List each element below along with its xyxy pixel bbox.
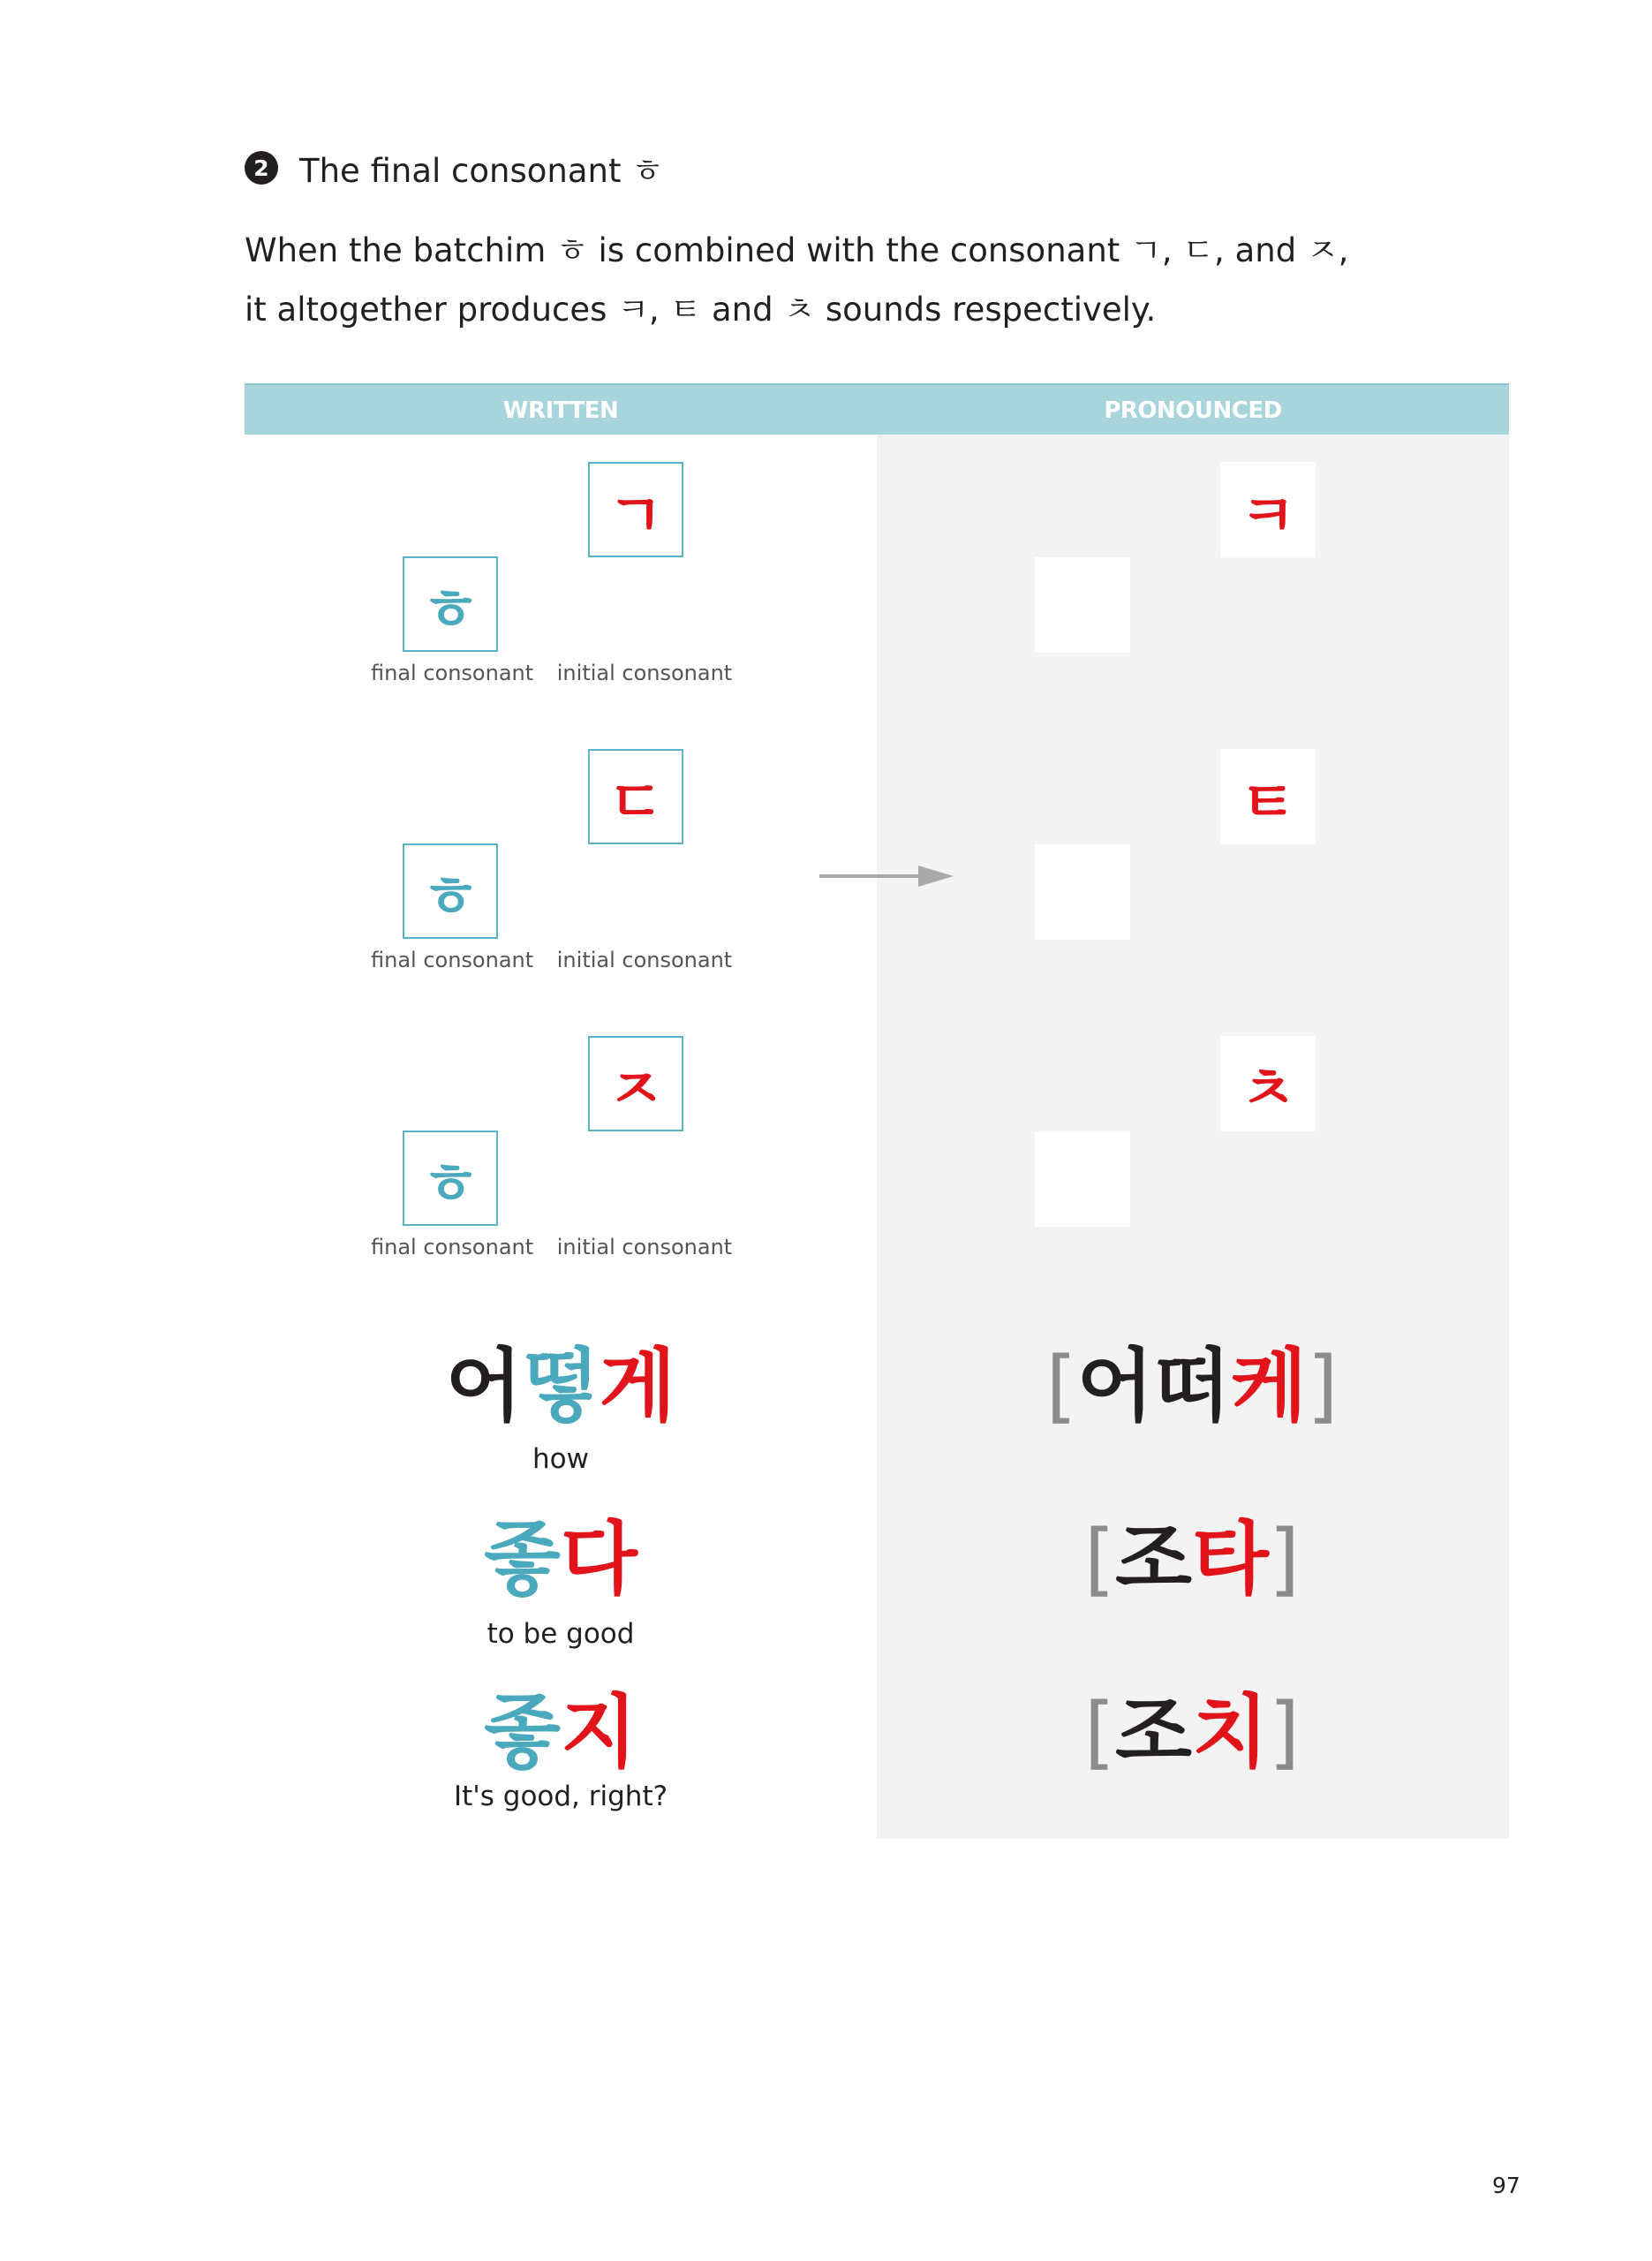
- final-consonant-caption: final consonant: [371, 948, 534, 972]
- written-word: [336, 1513, 786, 1606]
- syllable-changed: 지: [561, 1686, 637, 1779]
- final-consonant-box: ㅎ: [403, 1130, 498, 1226]
- syllable: 어: [1076, 1340, 1154, 1433]
- initial-consonant-caption: initial consonant: [556, 1235, 733, 1259]
- syllable-with-batchim: 떻: [522, 1340, 600, 1433]
- written-word: [336, 1342, 786, 1431]
- intro-line-1: When the batchim ㅎ is combined with the consonant ㄱ, ㄷ, and ㅈ,: [245, 231, 1349, 269]
- pronounced-word: [936, 1513, 1448, 1606]
- word-meaning: how: [532, 1443, 589, 1475]
- initial-consonant-caption: initial consonant: [556, 948, 733, 972]
- pronounced-consonant-box: ㅋ: [1220, 462, 1316, 557]
- word-meaning: It's good, right?: [453, 1781, 668, 1812]
- arrow-right-icon: [819, 863, 954, 889]
- section-title: The final consonant ㅎ: [299, 152, 663, 190]
- final-consonant-box: ㅎ: [403, 843, 498, 939]
- word-meaning: to be good: [487, 1618, 635, 1650]
- pronounced-panel: [877, 435, 1509, 1839]
- open-bracket: [: [1083, 1513, 1116, 1606]
- open-bracket: [: [1083, 1686, 1116, 1779]
- table-header: [245, 383, 1509, 435]
- syllable: 어: [445, 1340, 523, 1433]
- intro-paragraph: [245, 221, 1525, 339]
- syllable-changed: 게: [599, 1340, 676, 1433]
- close-bracket: ]: [1268, 1686, 1301, 1779]
- syllable-changed: 다: [561, 1513, 637, 1606]
- syllable-with-batchim: 좋: [484, 1686, 561, 1779]
- intro-line-2: it altogether produces ㅋ, ㅌ and ㅊ sounds respectively.: [245, 291, 1157, 329]
- syllable-with-batchim: 좋: [484, 1513, 561, 1606]
- initial-consonant-caption: initial consonant: [556, 661, 733, 685]
- close-bracket: ]: [1307, 1340, 1339, 1433]
- initial-consonant-box: ㅈ: [588, 1036, 683, 1131]
- syllable: 조: [1115, 1513, 1192, 1606]
- pronounced-word: [936, 1686, 1448, 1779]
- blank-final-box: [1035, 1131, 1130, 1227]
- final-consonant-box: ㅎ: [403, 556, 498, 652]
- syllable-changed: 케: [1230, 1340, 1308, 1433]
- page-number: 97: [1492, 2173, 1520, 2198]
- final-consonant-caption: final consonant: [371, 1235, 534, 1259]
- close-bracket: ]: [1268, 1513, 1301, 1606]
- pronounced-consonant-box: ㅊ: [1220, 1036, 1316, 1131]
- open-bracket: [: [1045, 1340, 1077, 1433]
- blank-final-box: [1035, 844, 1130, 940]
- section-number-badge: 2: [245, 151, 278, 185]
- section-heading: [245, 143, 663, 193]
- syllable: 떠: [1153, 1340, 1231, 1433]
- syllable: 조: [1115, 1686, 1192, 1779]
- syllable-changed: 치: [1192, 1686, 1269, 1779]
- pronounced-word: [936, 1342, 1448, 1431]
- written-column-header: WRITTEN: [502, 397, 619, 424]
- pronounced-consonant-box: ㅌ: [1220, 749, 1316, 844]
- pronounced-column-header: PRONOUNCED: [1104, 397, 1282, 424]
- final-consonant-caption: final consonant: [371, 661, 534, 685]
- initial-consonant-box: ㄱ: [588, 462, 683, 557]
- blank-final-box: [1035, 557, 1130, 653]
- written-word: [336, 1686, 786, 1779]
- syllable-changed: 타: [1192, 1513, 1269, 1606]
- initial-consonant-box: ㄷ: [588, 749, 683, 844]
